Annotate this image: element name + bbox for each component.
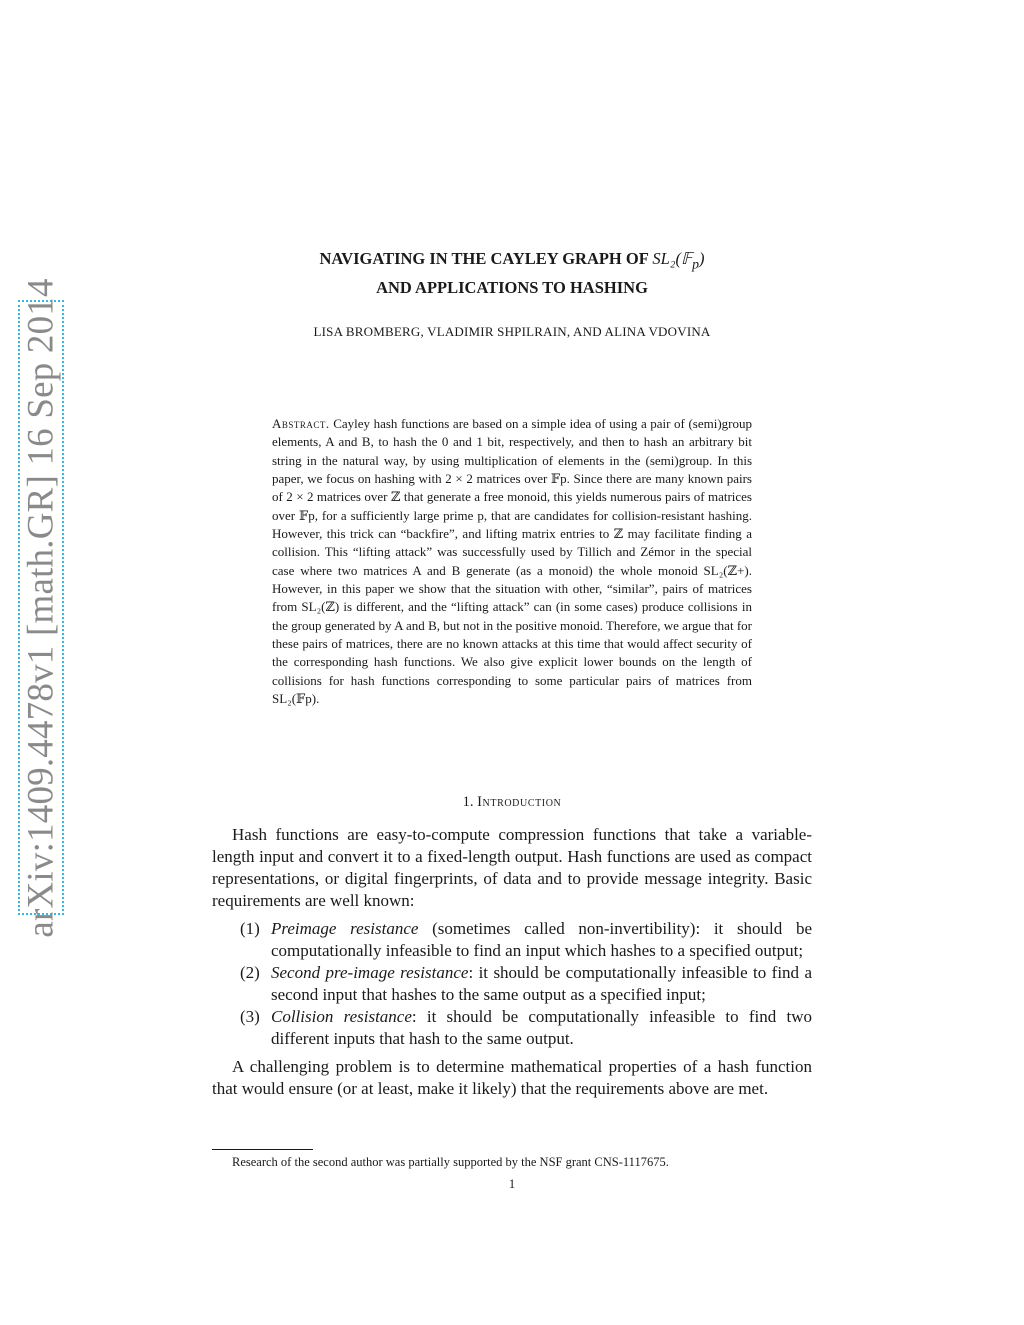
list-item: (2) Second pre-image resistance: it should be computationally infeasible to find a second input that hashes to the same output as a specified input; bbox=[240, 963, 812, 1004]
arxiv-side-stamp[interactable] bbox=[18, 277, 64, 938]
requirements-list bbox=[212, 918, 812, 1050]
section-title: Introduction bbox=[477, 794, 562, 810]
title-line-2: AND APPLICATIONS TO HASHING bbox=[376, 278, 648, 298]
section-heading bbox=[212, 794, 812, 811]
abstract bbox=[272, 415, 752, 709]
list-item: (3) Collision resistance: it should be computationally infeasible to find two different inputs that hash to the same output. bbox=[240, 1007, 812, 1048]
title-line-1: NAVIGATING IN THE CAYLEY GRAPH OF SL₂(𝔽$_p$) bbox=[319, 249, 705, 272]
abstract-text: Cayley hash functions are based on a simple idea of using a pair of (semi)group elements, A and B, to hash the 0 and 1 bit, respectively, and then to hash an arbitrary bit string in the natural way, by using multiplication of elements in the (semi)group. In this paper, we focus on hashing with 2 × 2 matrices over 𝔽p. Since there are many known pairs of 2 × 2 matrices over ℤ that generate a free monoid, this yields numerous pairs of matrices over 𝔽p, for a sufficiently large prime p, that are candidates for collision-resistant hashing. However, this trick can “backfire”, and lifting matrix entries to ℤ may facilitate finding a collision. This “lifting attack” was successfully used by Tillich and Zémor in the special case where two matrices A and B generate (as a monoid) the whole monoid SL₂(ℤ+). However, in this paper we show that the situation with other, “similar”, pairs of matrices from SL₂(ℤ) is different, and the “lifting attack” can (in some cases) produce collisions in the group generated by A and B, but not in the positive monoid. Therefore, we argue that for these pairs of matrices, there are no known attacks at this time that would affect security of the corresponding hash functions. We also give explicit lower bounds on the length of collisions for hash functions corresponding to some particular pairs of matrices from SL₂(𝔽p). bbox=[272, 416, 752, 707]
list-item: (1) Preimage resistance (sometimes called non-invertibility): it should be computationally infeasible to find an input which hashes to a specified output; bbox=[240, 919, 812, 960]
abstract-label: Abstract. bbox=[272, 416, 330, 431]
author-list: LISA BROMBERG, VLADIMIR SHPILRAIN, AND ALINA VDOVINA bbox=[313, 324, 711, 339]
section-number: 1. bbox=[462, 794, 474, 810]
footnote: Research of the second author was partially supported by the NSF grant CNS-1117675. bbox=[232, 1155, 669, 1169]
paper-title bbox=[212, 247, 812, 300]
intro-paragraph-2: A challenging problem is to determine mathematical properties of a hash function that would ensure (or at least, make it likely) that the requirements above are met. bbox=[212, 1057, 812, 1098]
arxiv-identifier: arXiv:1409.4478v1 [math.GR] 16 Sep 2014 bbox=[20, 277, 62, 938]
page-number: 1 bbox=[508, 1177, 516, 1191]
footnote-divider bbox=[212, 1149, 313, 1150]
intro-paragraph-1: Hash functions are easy-to-compute compression functions that take a variable-length input and convert it to a fixed-length output. Hash functions are used as compact representations, or digital fingerprints, of data and to provide message integrity. Basic requirements are well known: bbox=[212, 825, 812, 910]
